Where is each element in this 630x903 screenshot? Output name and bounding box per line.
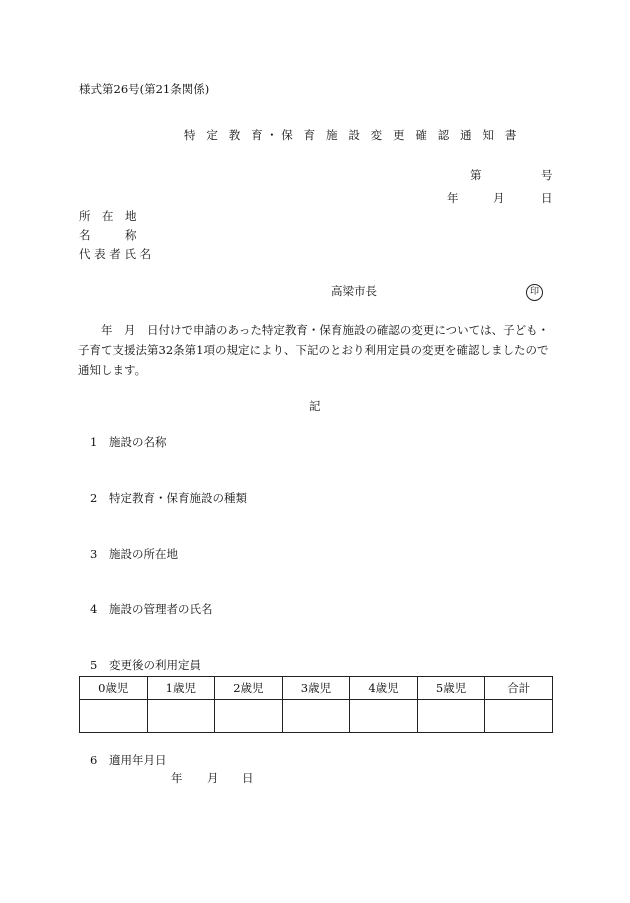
value-total: [485, 700, 553, 733]
capacity-header-row: [80, 677, 553, 700]
header-age-5: 5歳児: [417, 677, 485, 700]
item-6-number: 6: [90, 753, 98, 767]
apply-date-month: 月: [207, 771, 219, 785]
value-age-3: [282, 700, 350, 733]
capacity-table: [79, 676, 553, 733]
name-label: 名 称: [79, 228, 137, 242]
header-age-3: 3歳児: [282, 677, 350, 700]
value-age-2: [215, 700, 283, 733]
item-1-number: 1: [90, 435, 98, 449]
item-6-label: 適用年月日: [109, 753, 167, 767]
ki-heading: 記: [309, 399, 321, 413]
seal-mark: 印: [526, 284, 543, 301]
header-age-0: 0歳児: [80, 677, 148, 700]
apply-date-day: 日: [242, 771, 254, 785]
date-day: 日: [541, 191, 553, 205]
doc-number-suffix: 号: [541, 168, 553, 182]
header-total: 合計: [485, 677, 553, 700]
value-age-1: [147, 700, 215, 733]
item-5-label: 変更後の利用定員: [109, 658, 201, 672]
doc-number-prefix: 第: [470, 168, 482, 182]
header-age-1: 1歳児: [147, 677, 215, 700]
value-age-4: [350, 700, 418, 733]
item-4-label: 施設の管理者の氏名: [109, 602, 213, 616]
item-2-number: 2: [90, 491, 98, 505]
header-age-2: 2歳児: [215, 677, 283, 700]
item-4-number: 4: [90, 602, 98, 616]
item-2-label: 特定教育・保育施設の種類: [109, 491, 247, 505]
date-year: 年: [447, 191, 459, 205]
value-age-5: [417, 700, 485, 733]
body-line-3: 通知します。: [78, 363, 147, 377]
body-paragraph: [78, 320, 558, 380]
address-label: 所 在 地: [79, 209, 137, 223]
form-number: 様式第26号(第21条関係): [79, 82, 210, 96]
value-age-0: [80, 700, 148, 733]
item-5-number: 5: [90, 658, 98, 672]
header-age-4: 4歳児: [350, 677, 418, 700]
apply-date-year: 年: [171, 771, 183, 785]
issuer-name: 高梁市長: [331, 284, 377, 298]
item-3-number: 3: [90, 547, 98, 561]
date-month: 月: [493, 191, 505, 205]
document-title: 特 定 教 育・保 育 施 設 変 更 確 認 通 知 書: [184, 128, 520, 142]
capacity-value-row: [80, 700, 553, 733]
item-1-label: 施設の名称: [109, 435, 167, 449]
body-line-1: 年 月 日付けで申請のあった特定教育・保育施設の確認の変更については、子ども・: [78, 323, 550, 337]
item-3-label: 施設の所在地: [109, 547, 178, 561]
representative-label: 代 表 者 氏 名: [79, 247, 152, 261]
body-line-2: 子育て支援法第32条第1項の規定により、下記のとおり利用定員の変更を確認しましたので: [78, 343, 549, 357]
